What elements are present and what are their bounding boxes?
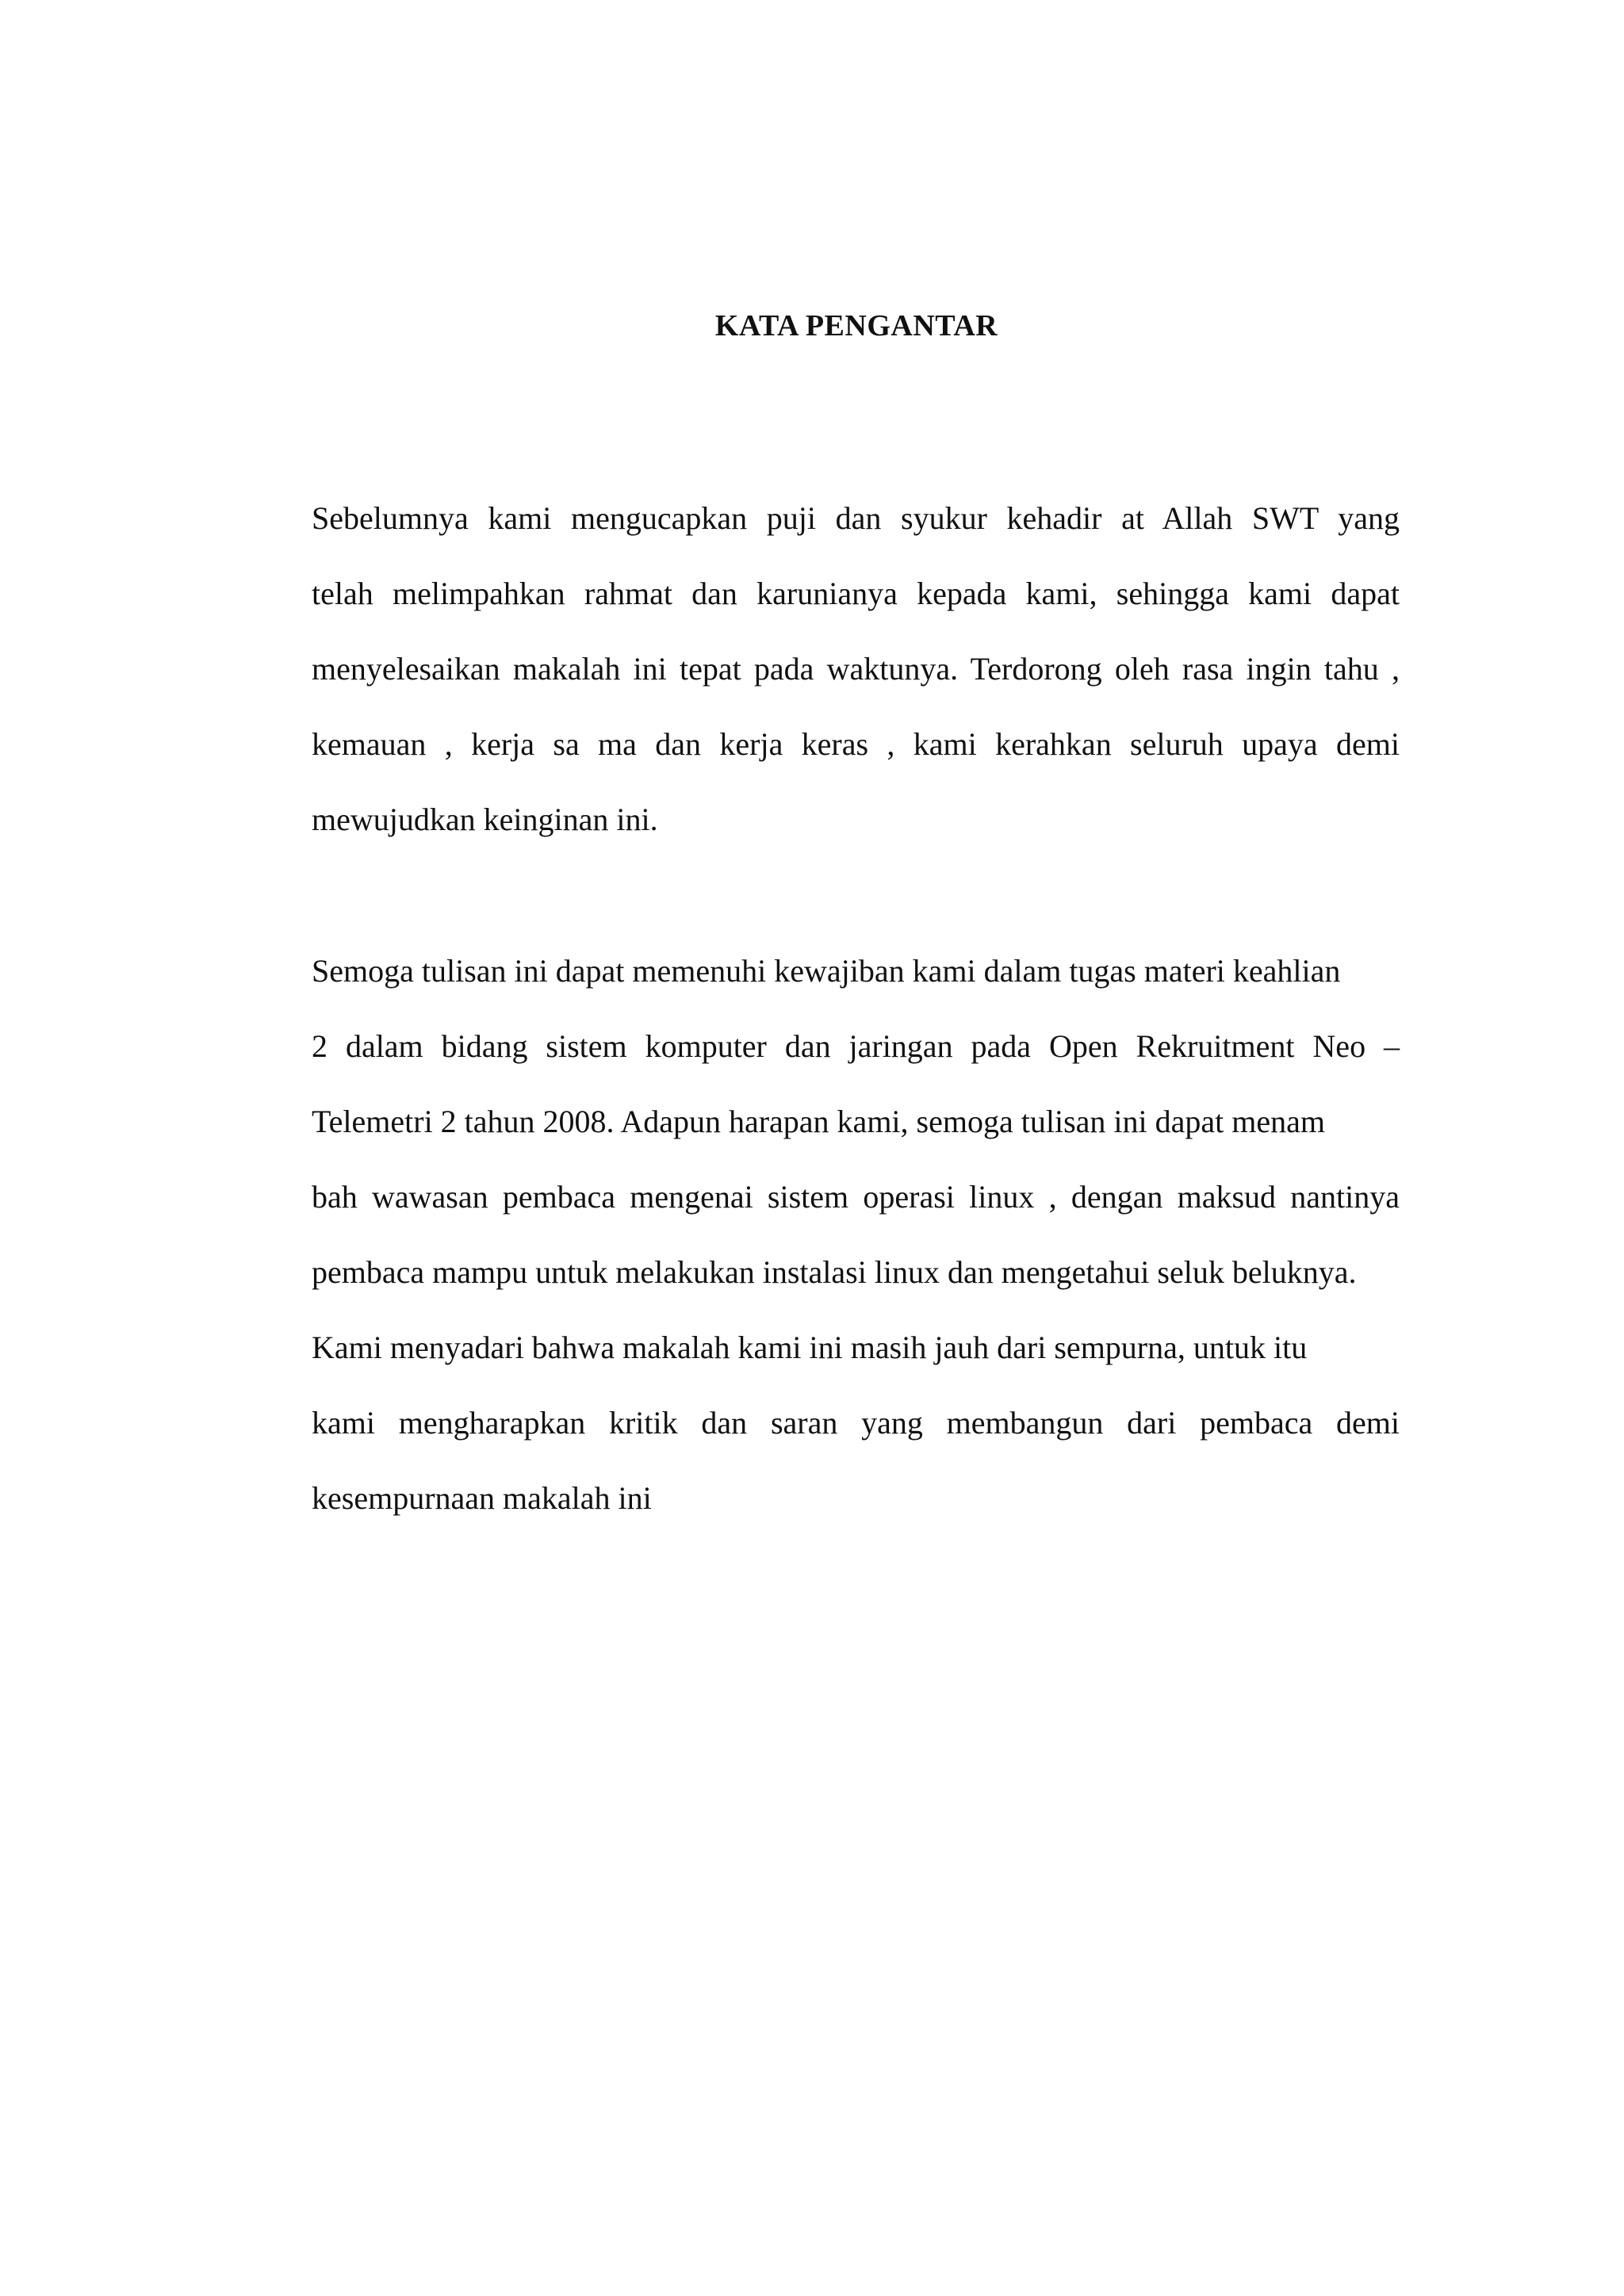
paragraph-1-line-4: kemauan , kerja sa ma dan kerja keras , kami kerahkan seluruh upaya demi	[312, 726, 1400, 762]
paragraph-1-line-5: mewujudkan keinginan ini.	[312, 802, 658, 837]
paragraph-2-line-8: kesempurnaan makalah ini	[312, 1480, 652, 1516]
paragraph-2-line-5: pembaca mampu untuk melakukan instalasi linux dan mengetahui seluk beluknya.	[312, 1254, 1357, 1290]
paragraph-1-line-1: Sebelumnya kami mengucapkan puji dan syukur kehadir at Allah SWT yang	[312, 500, 1400, 536]
paragraph-2-line-4: bah wawasan pembaca mengenai sistem operasi linux , dengan maksud nantinya	[312, 1179, 1400, 1215]
paragraph-2-line-7: kami mengharapkan kritik dan saran yang membangun dari pembaca demi	[312, 1405, 1400, 1441]
page-title: KATA PENGANTAR	[714, 309, 998, 342]
paragraph-1-line-3: menyelesaikan makalah ini tepat pada waktunya. Terdorong oleh rasa ingin tahu ,	[312, 651, 1400, 687]
paragraph-1-line-2: telah melimpahkan rahmat dan karunianya kepada kami, sehingga kami dapat	[312, 576, 1400, 611]
paragraph-2-line-3: Telemetri 2 tahun 2008. Adapun harapan kami, semoga tulisan ini dapat menam	[312, 1104, 1325, 1139]
paragraph-2-line-2: 2 dalam bidang sistem komputer dan jaringan pada Open Rekruitment Neo –	[312, 1028, 1400, 1064]
paragraph-2-line-1: Semoga tulisan ini dapat memenuhi kewajiban kami dalam tugas materi keahlian	[312, 953, 1341, 989]
paragraph-2-line-6: Kami menyadari bahwa makalah kami ini masih jauh dari sempurna, untuk itu	[312, 1330, 1308, 1365]
